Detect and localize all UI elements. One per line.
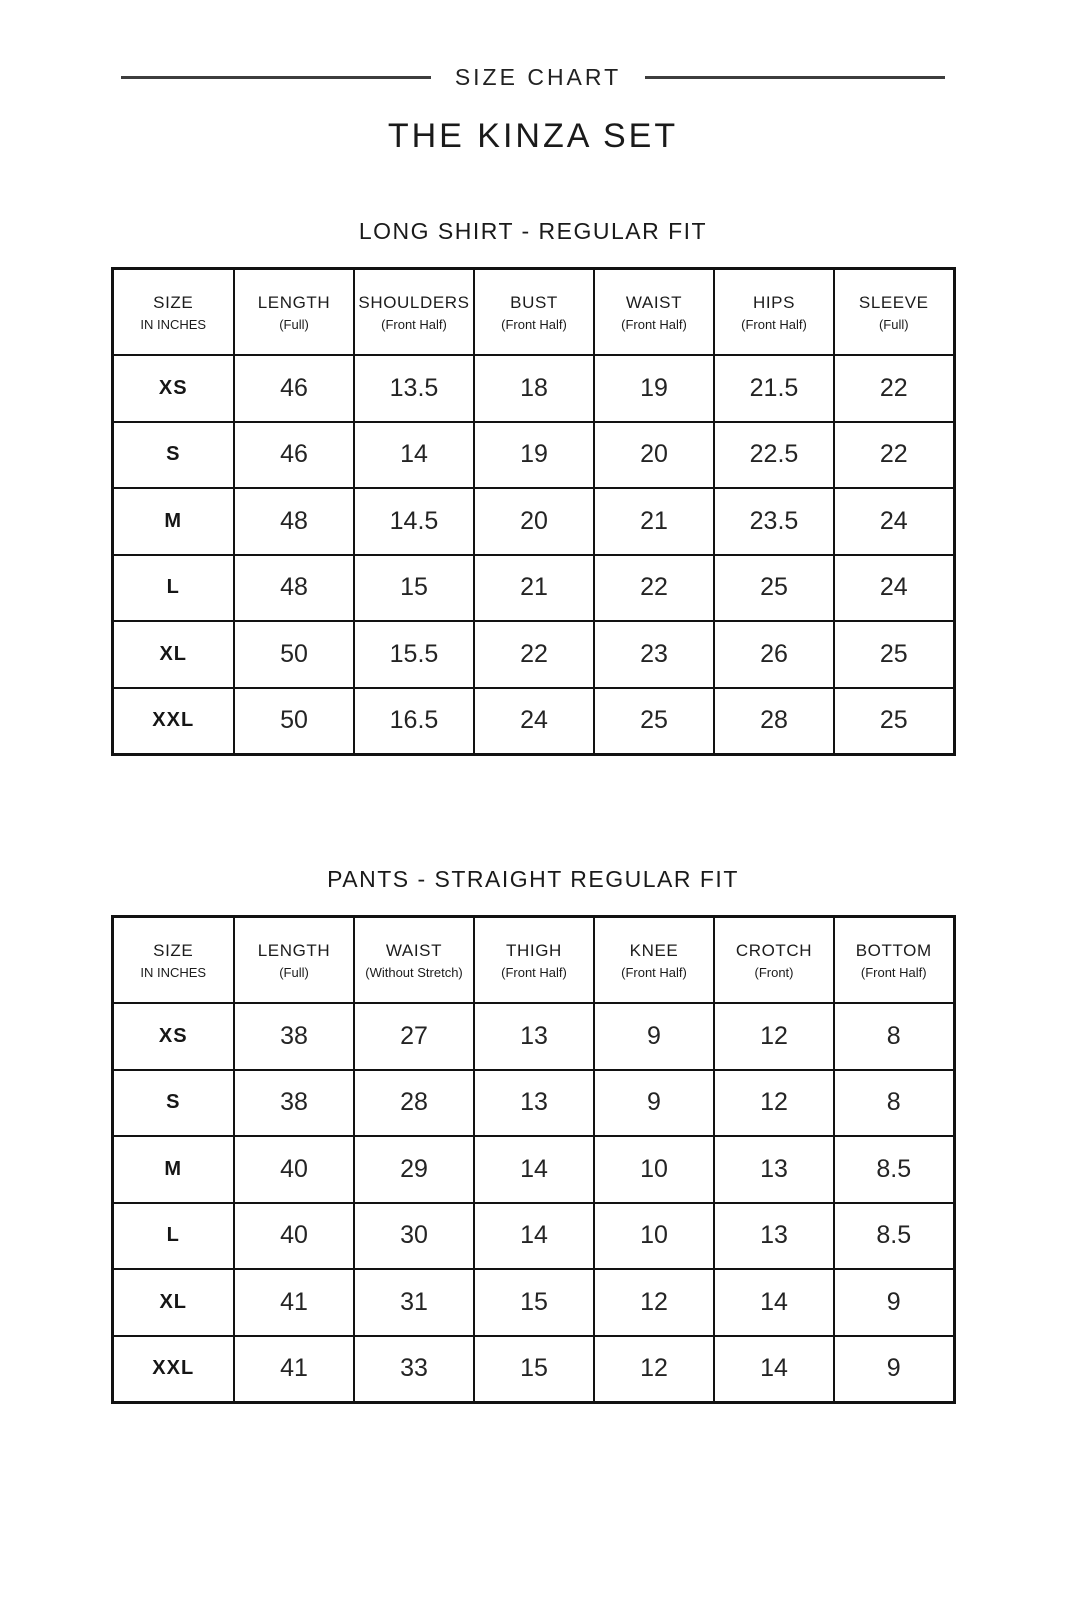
pants-col-thigh: THIGH (Front Half) [474, 917, 594, 1004]
pants-section [0, 866, 1066, 1404]
shirt-col-length: LENGTH (Full) [234, 269, 354, 356]
value-cell: 28 [714, 688, 834, 755]
size-label-cell: L [112, 555, 234, 622]
value-cell: 19 [474, 422, 594, 489]
shirt-row-xs [112, 355, 954, 422]
value-cell: 8 [834, 1070, 954, 1137]
size-label-cell: L [112, 1203, 234, 1270]
value-cell: 13.5 [354, 355, 474, 422]
pants-row-xs [112, 1003, 954, 1070]
value-cell: 30 [354, 1203, 474, 1270]
size-label-cell: S [112, 422, 234, 489]
value-cell: 10 [594, 1203, 714, 1270]
value-cell: 22.5 [714, 422, 834, 489]
pants-col-size: SIZE IN INCHES [112, 917, 234, 1004]
value-cell: 15 [474, 1336, 594, 1403]
value-cell: 14 [714, 1336, 834, 1403]
value-cell: 23.5 [714, 488, 834, 555]
value-cell: 13 [474, 1003, 594, 1070]
shirt-col-hips: HIPS (Front Half) [714, 269, 834, 356]
title-right-rule [645, 76, 945, 79]
value-cell: 27 [354, 1003, 474, 1070]
value-cell: 13 [714, 1203, 834, 1270]
value-cell: 14 [354, 422, 474, 489]
value-cell: 12 [594, 1269, 714, 1336]
pants-col-crotch: CROTCH (Front) [714, 917, 834, 1004]
shirt-section-heading: LONG SHIRT - REGULAR FIT [358, 218, 708, 244]
shirt-col-waist: WAIST (Front Half) [594, 269, 714, 356]
value-cell: 8 [834, 1003, 954, 1070]
pants-size-table [111, 915, 956, 1404]
value-cell: 21 [594, 488, 714, 555]
shirt-row-xl [112, 621, 954, 688]
shirt-col-size: SIZE IN INCHES [112, 269, 234, 356]
title-left-rule [121, 76, 431, 79]
value-cell: 40 [234, 1136, 354, 1203]
value-cell: 46 [234, 422, 354, 489]
value-cell: 24 [834, 488, 954, 555]
value-cell: 41 [234, 1336, 354, 1403]
pants-row-xxl [112, 1336, 954, 1403]
value-cell: 12 [714, 1070, 834, 1137]
shirt-size-table [111, 267, 956, 756]
size-label-cell: XS [112, 355, 234, 422]
value-cell: 14 [474, 1203, 594, 1270]
value-cell: 19 [594, 355, 714, 422]
value-cell: 9 [594, 1070, 714, 1137]
value-cell: 8.5 [834, 1203, 954, 1270]
size-label-cell: XS [112, 1003, 234, 1070]
value-cell: 22 [594, 555, 714, 622]
value-cell: 13 [714, 1136, 834, 1203]
value-cell: 9 [594, 1003, 714, 1070]
value-cell: 15 [474, 1269, 594, 1336]
value-cell: 46 [234, 355, 354, 422]
product-name: THE KINZA SET [387, 117, 679, 155]
size-label-cell: XL [112, 621, 234, 688]
pants-row-l [112, 1203, 954, 1270]
value-cell: 33 [354, 1336, 474, 1403]
value-cell: 23 [594, 621, 714, 688]
size-label-cell: S [112, 1070, 234, 1137]
value-cell: 22 [834, 422, 954, 489]
value-cell: 20 [474, 488, 594, 555]
pants-row-xl [112, 1269, 954, 1336]
page-title: SIZE CHART [454, 64, 622, 90]
pants-row-m [112, 1136, 954, 1203]
size-label-cell: M [112, 1136, 234, 1203]
shirt-col-shoulders: SHOULDERS (Front Half) [354, 269, 474, 356]
value-cell: 48 [234, 555, 354, 622]
value-cell: 38 [234, 1070, 354, 1137]
value-cell: 25 [594, 688, 714, 755]
value-cell: 21.5 [714, 355, 834, 422]
value-cell: 16.5 [354, 688, 474, 755]
shirt-col-sleeve: SLEEVE (Full) [834, 269, 954, 356]
pants-section-heading: PANTS - STRAIGHT REGULAR FIT [327, 866, 739, 892]
value-cell: 25 [834, 621, 954, 688]
value-cell: 41 [234, 1269, 354, 1336]
pants-header-row [112, 917, 954, 1004]
value-cell: 25 [714, 555, 834, 622]
shirt-header-row [112, 269, 954, 356]
value-cell: 20 [594, 422, 714, 489]
value-cell: 50 [234, 688, 354, 755]
value-cell: 10 [594, 1136, 714, 1203]
value-cell: 22 [834, 355, 954, 422]
pants-col-knee: KNEE (Front Half) [594, 917, 714, 1004]
size-label-cell: XXL [112, 688, 234, 755]
value-cell: 18 [474, 355, 594, 422]
pants-col-bottom: BOTTOM (Front Half) [834, 917, 954, 1004]
value-cell: 13 [474, 1070, 594, 1137]
size-label-cell: XL [112, 1269, 234, 1336]
value-cell: 14.5 [354, 488, 474, 555]
value-cell: 29 [354, 1136, 474, 1203]
value-cell: 26 [714, 621, 834, 688]
value-cell: 48 [234, 488, 354, 555]
shirt-row-l [112, 555, 954, 622]
value-cell: 38 [234, 1003, 354, 1070]
pants-col-length: LENGTH (Full) [234, 917, 354, 1004]
value-cell: 12 [594, 1336, 714, 1403]
value-cell: 14 [474, 1136, 594, 1203]
value-cell: 40 [234, 1203, 354, 1270]
shirt-col-bust: BUST (Front Half) [474, 269, 594, 356]
value-cell: 24 [834, 555, 954, 622]
value-cell: 14 [714, 1269, 834, 1336]
value-cell: 24 [474, 688, 594, 755]
value-cell: 8.5 [834, 1136, 954, 1203]
value-cell: 31 [354, 1269, 474, 1336]
shirt-row-s [112, 422, 954, 489]
pants-col-waist: WAIST (Without Stretch) [354, 917, 474, 1004]
page-title-row [0, 0, 1066, 91]
value-cell: 21 [474, 555, 594, 622]
pants-row-s [112, 1070, 954, 1137]
value-cell: 12 [714, 1003, 834, 1070]
value-cell: 25 [834, 688, 954, 755]
value-cell: 22 [474, 621, 594, 688]
shirt-section [0, 218, 1066, 756]
value-cell: 9 [834, 1336, 954, 1403]
shirt-row-xxl [112, 688, 954, 755]
shirt-row-m [112, 488, 954, 555]
size-label-cell: XXL [112, 1336, 234, 1403]
value-cell: 28 [354, 1070, 474, 1137]
value-cell: 15.5 [354, 621, 474, 688]
value-cell: 15 [354, 555, 474, 622]
size-label-cell: M [112, 488, 234, 555]
value-cell: 9 [834, 1269, 954, 1336]
value-cell: 50 [234, 621, 354, 688]
